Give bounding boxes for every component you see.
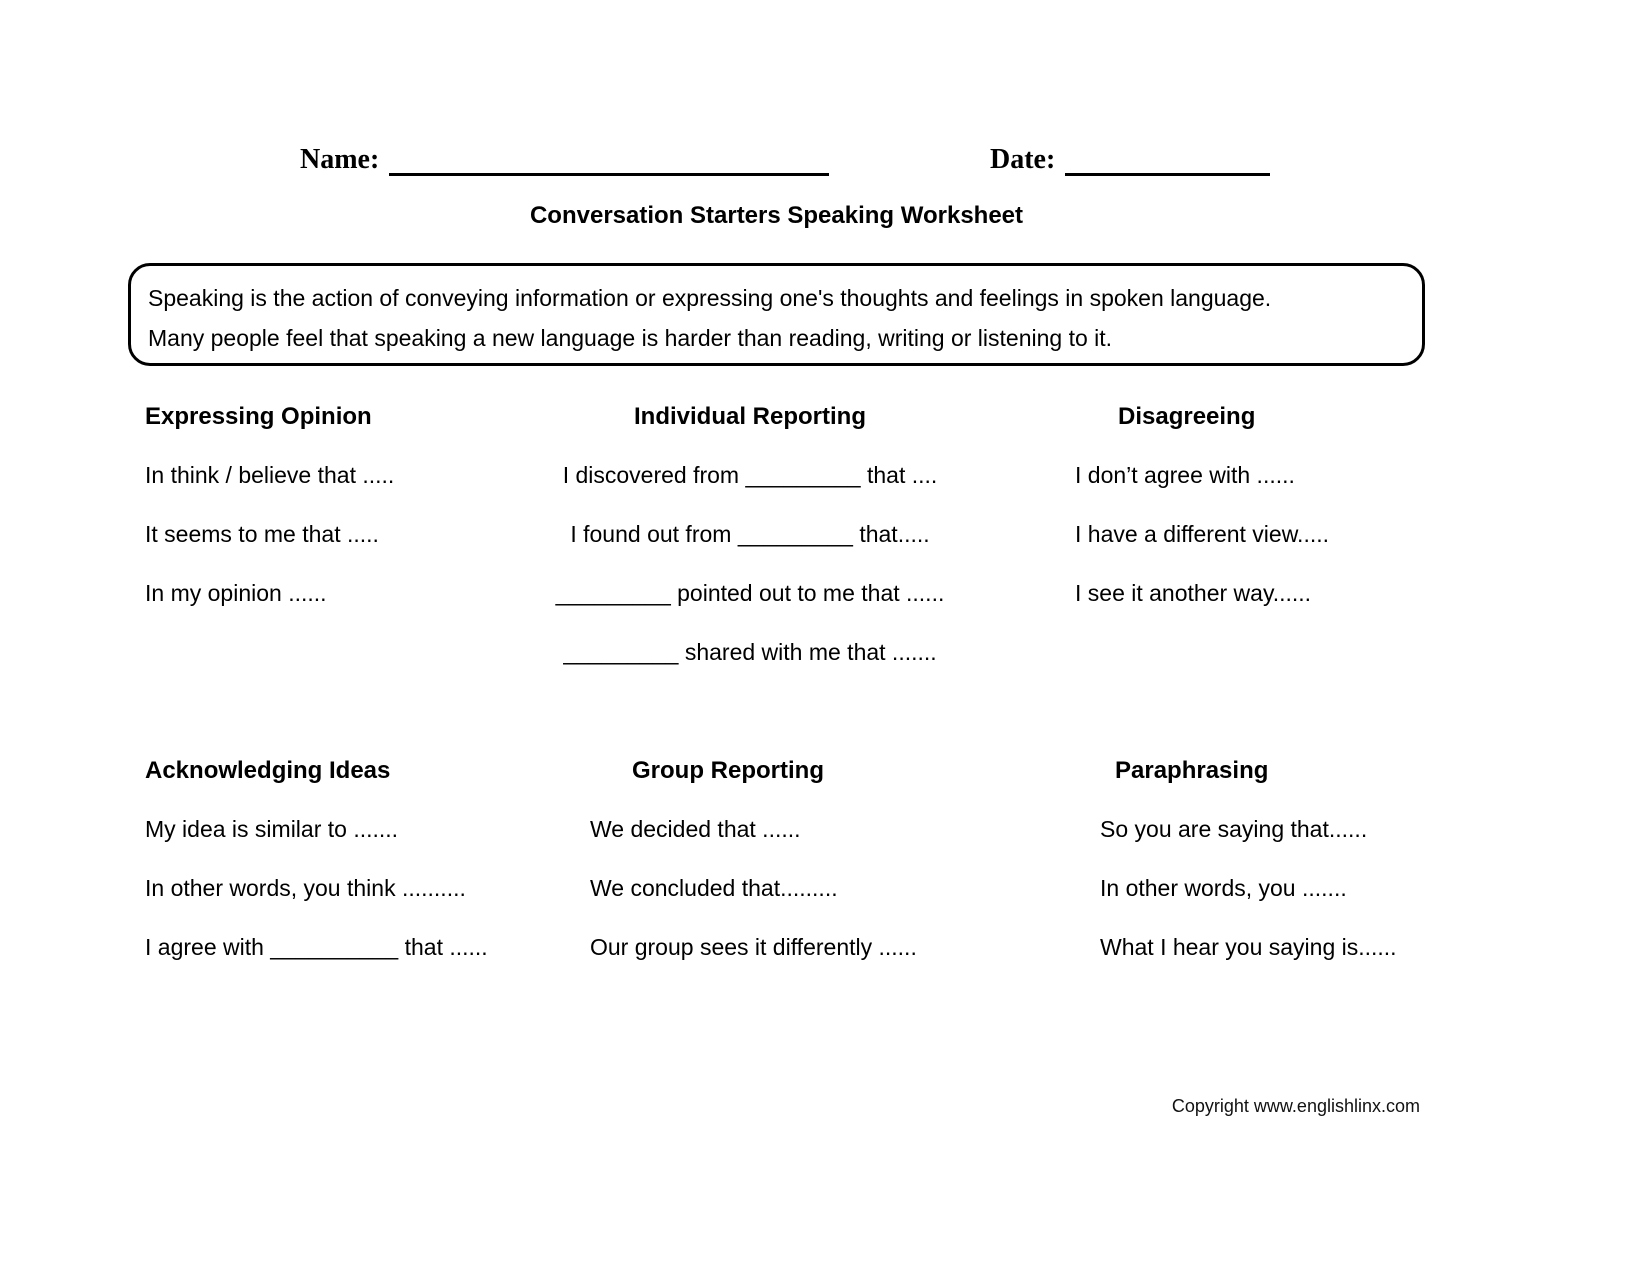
starter-phrase: In other words, you think .......... xyxy=(145,875,466,901)
date-label: Date: xyxy=(990,144,1056,175)
starter-phrase: I have a different view..... xyxy=(1075,521,1329,547)
intro-line-1: Speaking is the action of conveying information or expressing one's thoughts and feelings in spoken language. xyxy=(148,285,1272,311)
starter-phrase: So you are saying that...... xyxy=(1100,816,1368,842)
starter-phrase: I agree with __________ that ...... xyxy=(145,934,488,960)
starter-phrase: In think / believe that ..... xyxy=(145,462,395,488)
date-blank-line xyxy=(1065,147,1270,176)
date-field xyxy=(990,144,1270,176)
column-individual-reporting xyxy=(470,402,1030,696)
starter-phrase: In other words, you ....... xyxy=(1100,875,1347,901)
starter-phrase: I found out from _________ that..... xyxy=(570,521,930,547)
column-acknowledging-ideas xyxy=(145,756,585,991)
starter-phrase: We decided that ...... xyxy=(590,816,801,842)
column-heading: Acknowledging Ideas xyxy=(145,757,391,784)
column-heading: Disagreeing xyxy=(1118,403,1256,430)
starter-phrase: We concluded that......... xyxy=(590,875,838,901)
column-heading: Individual Reporting xyxy=(634,403,866,430)
page-title: Conversation Starters Speaking Worksheet xyxy=(529,202,1024,229)
starter-phrase: In my opinion ...... xyxy=(145,580,327,606)
starter-phrase: _________ pointed out to me that ...... xyxy=(555,580,945,606)
copyright-text: Copyright www.englishlinx.com xyxy=(1171,1096,1420,1116)
starter-phrase: My idea is similar to ....... xyxy=(145,816,399,842)
starter-phrase: _________ shared with me that ....... xyxy=(563,639,937,665)
starter-phrase: I don’t agree with ...... xyxy=(1075,462,1295,488)
column-group-reporting xyxy=(590,756,1020,991)
starter-phrase: I discovered from _________ that .... xyxy=(562,462,938,488)
name-blank-line xyxy=(389,147,829,176)
column-disagreeing xyxy=(1075,402,1465,637)
column-heading: Paraphrasing xyxy=(1115,757,1269,784)
intro-line-2: Many people feel that speaking a new language is harder than reading, writing or listening to it. xyxy=(148,325,1113,351)
column-heading: Expressing Opinion xyxy=(145,403,372,430)
column-heading: Group Reporting xyxy=(632,757,824,784)
name-label: Name: xyxy=(300,144,380,175)
starter-phrase: What I hear you saying is...... xyxy=(1100,934,1397,960)
starter-phrase: I see it another way...... xyxy=(1075,580,1312,606)
starter-phrase: Our group sees it differently ...... xyxy=(590,934,917,960)
name-field xyxy=(300,144,829,176)
intro-box xyxy=(128,263,1425,366)
column-paraphrasing xyxy=(1100,756,1480,991)
starter-phrase: It seems to me that ..... xyxy=(145,521,379,547)
